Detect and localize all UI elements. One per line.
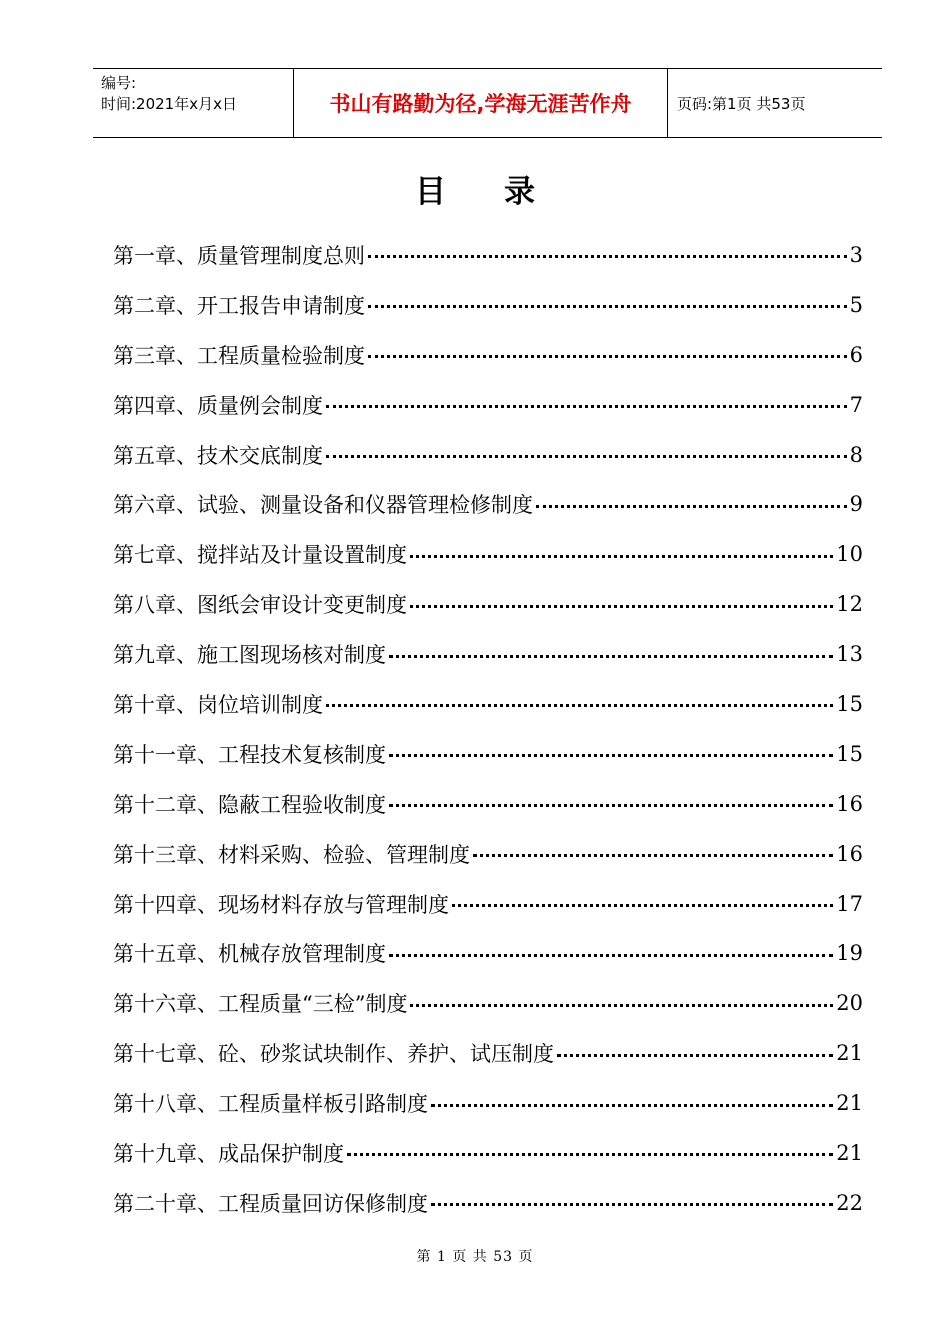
toc-entry-page: 3 [849,242,863,267]
toc-entry-page: 8 [849,442,863,467]
toc-entry[interactable] [113,879,863,929]
toc-entry-page: 19 [836,941,863,966]
toc-entry-page: 7 [849,392,863,417]
toc-entry-title: 第十二章、隐蔽工程验收制度 [113,792,386,817]
toc-entry-title: 第十七章、砼、砂浆试块制作、养护、试压制度 [113,1042,554,1067]
toc-entry[interactable] [113,729,863,779]
toc-leader-dots [473,854,833,857]
toc-entry-title: 第十四章、现场材料存放与管理制度 [113,892,449,917]
toc-leader-dots [410,605,833,608]
toc-leader-dots [326,405,847,408]
toc-entry-title: 第三章、工程质量检验制度 [113,343,365,368]
toc-entry-page: 13 [836,642,863,667]
header-motto: 书山有路勤为径,学海无涯苦作舟 [293,69,668,137]
toc-entry-title: 第十八章、工程质量样板引路制度 [113,1092,428,1117]
toc-entry-page: 5 [849,292,863,317]
toc-entry[interactable] [113,230,863,280]
toc-entry-title: 第十六章、工程质量“三检”制度 [113,992,408,1017]
toc-leader-dots [389,804,833,807]
toc-entry[interactable] [113,629,863,679]
toc-entry-title: 第十章、岗位培训制度 [113,692,323,717]
page-title: 目录 [415,174,593,210]
toc-leader-dots [431,1104,833,1107]
toc-entry-title: 第十九章、成品保护制度 [113,1141,344,1166]
toc-entry-title: 第十五章、机械存放管理制度 [113,942,386,967]
toc-leader-dots [368,305,847,308]
toc-entry-title: 第二十章、工程质量回访保修制度 [113,1191,428,1216]
page-header [93,68,882,138]
toc-entry[interactable] [113,529,863,579]
toc-entry[interactable] [113,280,863,330]
toc-leader-dots [389,954,833,957]
toc-entry-title: 第二章、开工报告申请制度 [113,293,365,318]
toc-entry-page: 21 [836,1140,863,1165]
toc-entry-title: 第十一章、工程技术复核制度 [113,742,386,767]
table-of-contents [113,230,863,1228]
toc-entry-title: 第十三章、材料采购、检验、管理制度 [113,842,470,867]
toc-entry[interactable] [113,579,863,629]
toc-entry[interactable] [113,430,863,480]
toc-entry-page: 6 [849,342,863,367]
toc-entry[interactable] [113,1128,863,1178]
toc-leader-dots [410,555,833,558]
toc-entry[interactable] [113,479,863,529]
toc-leader-dots [410,1004,833,1007]
toc-entry-title: 第五章、技术交底制度 [113,443,323,468]
toc-entry[interactable] [113,779,863,829]
toc-leader-dots [326,455,847,458]
toc-entry[interactable] [113,978,863,1028]
toc-leader-dots [389,655,833,658]
toc-entry-page: 16 [836,791,863,816]
toc-entry[interactable] [113,928,863,978]
toc-entry-page: 22 [836,1190,863,1215]
document-time-label: 时间:2021年x月x日 [101,95,237,113]
toc-entry[interactable] [113,679,863,729]
toc-leader-dots [368,355,847,358]
toc-entry-page: 15 [836,741,863,766]
toc-entry-title: 第八章、图纸会审设计变更制度 [113,593,407,618]
toc-entry-title: 第四章、质量例会制度 [113,393,323,418]
toc-entry[interactable] [113,330,863,380]
toc-leader-dots [347,1153,833,1156]
toc-leader-dots [326,704,833,707]
toc-entry-page: 10 [836,542,863,567]
toc-entry[interactable] [113,1178,863,1228]
toc-leader-dots [431,1203,833,1206]
toc-entry-page: 12 [836,592,863,617]
toc-entry[interactable] [113,829,863,879]
header-meta [101,73,237,115]
document-number-label: 编号: [101,74,137,92]
toc-entry-page: 16 [836,841,863,866]
toc-entry-title: 第一章、质量管理制度总则 [113,243,365,268]
toc-leader-dots [557,1054,833,1057]
toc-entry-page: 21 [836,1091,863,1116]
toc-leader-dots [368,255,847,258]
toc-entry-page: 9 [849,492,863,517]
toc-leader-dots [452,904,833,907]
toc-entry-page: 21 [836,1041,863,1066]
toc-entry-page: 15 [836,691,863,716]
page-footer: 第 1 页 共 53 页 [416,1249,534,1265]
toc-entry[interactable] [113,380,863,430]
toc-entry-page: 20 [836,991,863,1016]
toc-entry-title: 第六章、试验、测量设备和仪器管理检修制度 [113,493,533,518]
toc-entry-title: 第九章、施工图现场核对制度 [113,643,386,668]
toc-entry[interactable] [113,1028,863,1078]
header-page-info: 页码:第1页 共53页 [677,94,806,113]
toc-leader-dots [536,505,847,508]
toc-entry-page: 17 [836,891,863,916]
toc-entry-title: 第七章、搅拌站及计量设置制度 [113,543,407,568]
toc-entry[interactable] [113,1078,863,1128]
toc-leader-dots [389,754,833,757]
